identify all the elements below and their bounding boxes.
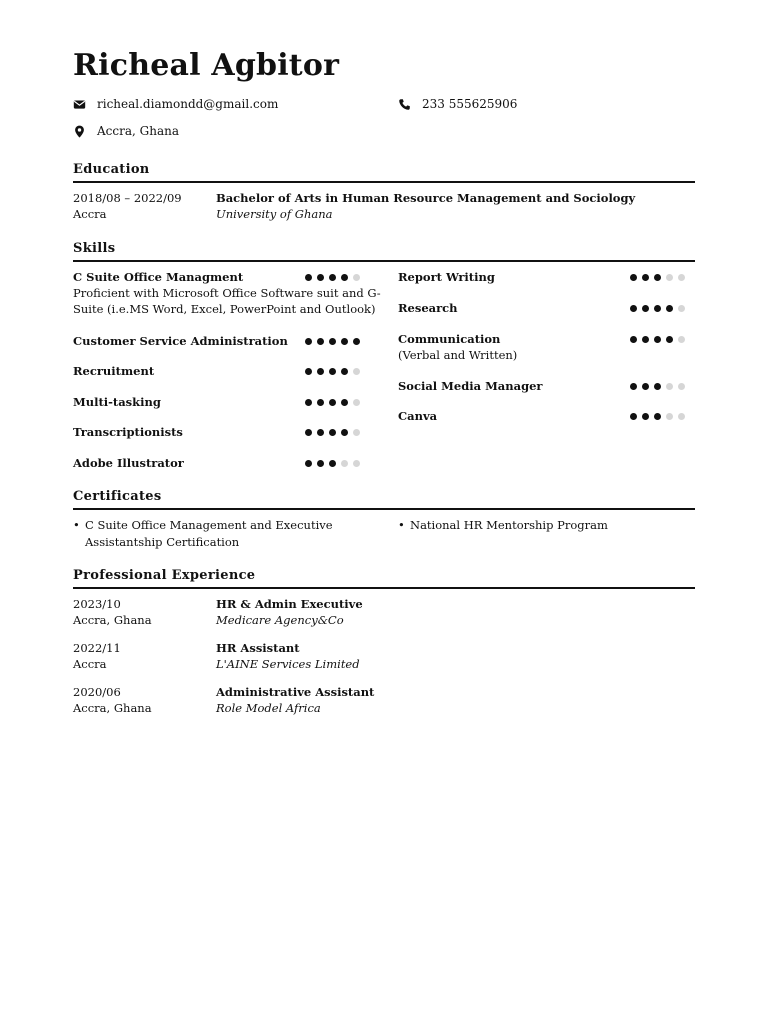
candidate-name: Richeal Agbitor [73, 48, 340, 83]
rating-dot-empty [678, 336, 685, 343]
skill-name: Customer Service Administration [73, 334, 288, 348]
skill-name: Canva [398, 409, 438, 423]
rating-dot-filled [317, 338, 324, 345]
skill-rating [630, 413, 685, 420]
map-pin-icon [73, 125, 86, 138]
experience-company: Role Model Africa [216, 701, 321, 715]
skill-rating [305, 368, 360, 375]
skill-rating [305, 429, 360, 436]
education-dates: 2018/08 – 2022/09 [73, 191, 182, 205]
phone-text: 233 555625906 [422, 97, 518, 111]
education-location: Accra [73, 207, 107, 221]
rating-dot-filled [630, 305, 637, 312]
skills-heading: Skills [73, 241, 695, 262]
rating-dot-empty [666, 274, 673, 281]
skill-rating [305, 460, 360, 467]
rating-dot-empty [666, 383, 673, 390]
rating-dot-filled [654, 413, 661, 420]
skill-description: (Verbal and Written) [398, 348, 518, 362]
skill-name: Social Media Manager [398, 379, 543, 393]
certificate-item [398, 517, 688, 534]
rating-dot-filled [305, 368, 312, 375]
rating-dot-filled [305, 429, 312, 436]
rating-dot-filled [329, 429, 336, 436]
rating-dot-filled [305, 338, 312, 345]
rating-dot-filled [654, 383, 661, 390]
rating-dot-filled [642, 383, 649, 390]
skill-rating [630, 274, 685, 281]
phone-contact [398, 97, 517, 111]
skill-name: Research [398, 301, 458, 315]
rating-dot-filled [642, 274, 649, 281]
education-degree: Bachelor of Arts in Human Resource Management and Sociology [216, 191, 636, 205]
experience-location: Accra, Ghana [73, 701, 152, 715]
experience-heading: Professional Experience [73, 568, 695, 589]
skill-rating [630, 305, 685, 312]
rating-dot-filled [317, 460, 324, 467]
bullet-icon: • [398, 518, 405, 532]
rating-dot-empty [353, 274, 360, 281]
rating-dot-filled [329, 399, 336, 406]
skill-rating [630, 336, 685, 343]
certificate-line: Assistantship Certification [85, 535, 240, 549]
email-contact [73, 97, 278, 111]
rating-dot-filled [329, 274, 336, 281]
education-institution: University of Ghana [216, 207, 333, 221]
rating-dot-filled [642, 336, 649, 343]
certificate-line: C Suite Office Management and Executive [85, 518, 333, 532]
certificate-item [73, 517, 373, 551]
experience-date: 2023/10 [73, 597, 121, 611]
rating-dot-empty [353, 399, 360, 406]
rating-dot-filled [329, 460, 336, 467]
rating-dot-empty [353, 460, 360, 467]
experience-date: 2020/06 [73, 685, 121, 699]
rating-dot-filled [654, 274, 661, 281]
rating-dot-empty [666, 413, 673, 420]
rating-dot-filled [666, 305, 673, 312]
experience-title: Administrative Assistant [216, 685, 375, 699]
rating-dot-filled [317, 429, 324, 436]
rating-dot-filled [654, 305, 661, 312]
rating-dot-empty [678, 413, 685, 420]
rating-dot-filled [341, 429, 348, 436]
rating-dot-filled [305, 460, 312, 467]
rating-dot-empty [341, 460, 348, 467]
rating-dot-empty [678, 274, 685, 281]
skill-rating [630, 383, 685, 390]
location-text: Accra, Ghana [97, 124, 179, 138]
rating-dot-filled [630, 383, 637, 390]
experience-location: Accra [73, 657, 107, 671]
rating-dot-filled [666, 336, 673, 343]
rating-dot-filled [341, 399, 348, 406]
experience-location: Accra, Ghana [73, 613, 152, 627]
rating-dot-filled [317, 368, 324, 375]
rating-dot-filled [642, 413, 649, 420]
skill-name: Adobe Illustrator [73, 456, 184, 470]
skill-name: C Suite Office Managment [73, 270, 244, 284]
rating-dot-empty [678, 383, 685, 390]
email-text: richeal.diamondd@gmail.com [97, 97, 279, 111]
location-contact [73, 124, 179, 138]
skill-name: Multi-tasking [73, 395, 161, 409]
phone-icon [398, 98, 411, 111]
experience-title: HR & Admin Executive [216, 597, 363, 611]
rating-dot-filled [341, 368, 348, 375]
experience-company: Medicare Agency&Co [216, 613, 344, 627]
rating-dot-empty [353, 368, 360, 375]
certificate-line: National HR Mentorship Program [410, 518, 608, 532]
rating-dot-filled [630, 413, 637, 420]
rating-dot-filled [305, 274, 312, 281]
skill-name: Report Writing [398, 270, 495, 284]
skill-rating [305, 338, 360, 345]
experience-title: HR Assistant [216, 641, 300, 655]
rating-dot-empty [353, 429, 360, 436]
skill-name: Communication [398, 332, 501, 346]
skill-description: Proficient with Microsoft Office Software suit and G- [73, 286, 381, 300]
skill-name: Recruitment [73, 364, 155, 378]
rating-dot-filled [305, 399, 312, 406]
skill-name: Transcriptionists [73, 425, 183, 439]
bullet-icon: • [73, 518, 80, 532]
rating-dot-filled [329, 338, 336, 345]
skill-description: Suite (i.e.MS Word, Excel, PowerPoint and Outlook) [73, 302, 376, 316]
rating-dot-filled [341, 338, 348, 345]
envelope-icon [73, 98, 86, 111]
experience-company: L'AINE Services Limited [216, 657, 360, 671]
rating-dot-filled [329, 368, 336, 375]
education-heading: Education [73, 162, 695, 183]
rating-dot-filled [317, 399, 324, 406]
rating-dot-filled [654, 336, 661, 343]
experience-date: 2022/11 [73, 641, 121, 655]
rating-dot-filled [341, 274, 348, 281]
rating-dot-filled [317, 274, 324, 281]
rating-dot-filled [630, 336, 637, 343]
rating-dot-filled [642, 305, 649, 312]
skill-rating [305, 274, 360, 281]
certificates-heading: Certificates [73, 489, 695, 510]
rating-dot-filled [630, 274, 637, 281]
rating-dot-filled [353, 338, 360, 345]
skill-rating [305, 399, 360, 406]
rating-dot-empty [678, 305, 685, 312]
